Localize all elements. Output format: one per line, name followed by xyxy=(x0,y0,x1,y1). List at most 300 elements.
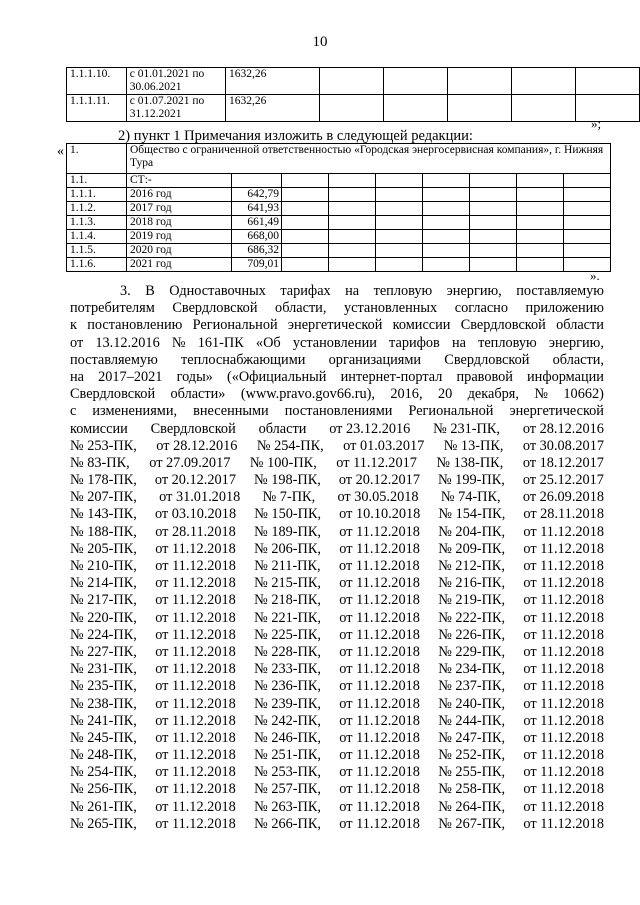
empty-cell xyxy=(564,202,611,216)
text-line xyxy=(70,421,604,438)
empty-cell xyxy=(470,230,517,244)
text-line xyxy=(70,799,604,816)
empty-cell xyxy=(423,216,470,230)
org-name: Общество с ограниченной ответственностью «Городская энергосервисная компания», г. Нижняя Тура xyxy=(127,144,611,174)
word: от 11.12.2018 xyxy=(523,661,604,678)
word: № 212-ПК, xyxy=(438,558,505,574)
empty-cell xyxy=(320,95,384,122)
word: от 11.12.2018 xyxy=(523,592,604,609)
word: организациями xyxy=(328,351,422,368)
row-year: 2021 год xyxy=(127,258,232,272)
empty-cell xyxy=(576,95,640,122)
text-line xyxy=(70,489,604,506)
row-year: 2020 год xyxy=(127,244,232,258)
paragraph-3 xyxy=(70,283,604,833)
word: № 207-ПК, xyxy=(70,489,137,506)
word: № 198-ПК, xyxy=(253,472,321,489)
word: от 11.12.2018 xyxy=(155,540,236,557)
word: от 11.12.2018 xyxy=(523,747,604,764)
opening-quote: « xyxy=(57,144,64,159)
word: от 28.12.2016 xyxy=(522,420,604,437)
word: интернет-портал xyxy=(340,368,443,385)
word: от 11.12.2018 xyxy=(155,798,236,815)
word: № 252-ПК, xyxy=(438,747,506,764)
word: № 258-ПК, xyxy=(438,781,506,798)
word: от 11.12.2018 xyxy=(339,712,420,729)
text-line xyxy=(70,335,604,352)
text-line xyxy=(70,558,604,575)
closing-quote-semicolon: »; xyxy=(591,116,602,131)
text-line xyxy=(70,696,604,713)
empty-cell xyxy=(376,230,423,244)
text-line xyxy=(70,781,604,798)
empty-cell xyxy=(564,244,611,258)
word: № 263-ПК, xyxy=(254,798,321,815)
row-year: 2017 год xyxy=(127,202,232,216)
word: от 11.12.2018 xyxy=(155,643,236,660)
word: от 20.12.2017 xyxy=(338,472,420,489)
empty-cell xyxy=(329,230,376,244)
empty-cell xyxy=(512,95,576,122)
word: от 11.12.2018 xyxy=(523,540,604,557)
table-row xyxy=(67,230,611,244)
word: от 11.12.2018 xyxy=(523,781,604,798)
text-line xyxy=(70,610,604,627)
word: № 241-ПК, xyxy=(70,712,137,729)
word: от 11.12.2018 xyxy=(523,575,604,592)
word: № 233-ПК, xyxy=(254,661,321,678)
word: от 11.12.2018 xyxy=(523,558,604,574)
empty-cell xyxy=(517,216,564,230)
text-line xyxy=(70,541,604,558)
tariff-table-notes xyxy=(66,143,611,272)
empty-cell xyxy=(517,244,564,258)
empty-cell xyxy=(282,202,329,216)
word: № 267-ПК, xyxy=(438,815,506,832)
word: № 220-ПК, xyxy=(70,609,137,626)
word: № 222-ПК, xyxy=(438,609,506,626)
row-code: 1.1. xyxy=(67,174,127,188)
word: № 234-ПК, xyxy=(438,661,506,678)
word: от 26.09.2018 xyxy=(522,489,604,506)
word: области xyxy=(258,420,307,437)
table-row xyxy=(67,68,640,95)
word: тарифов xyxy=(389,334,440,351)
word: № 257-ПК, xyxy=(254,781,321,798)
word: № 74-ПК, xyxy=(440,489,501,506)
word: Одноставочных xyxy=(169,283,266,299)
word: от 11.12.2018 xyxy=(155,729,236,746)
empty-cell xyxy=(232,174,282,188)
word: изменениями, xyxy=(92,403,178,420)
word: 13.12.2016 xyxy=(95,334,160,351)
row-period: с 01.01.2021 по 30.06.2021 xyxy=(126,68,225,95)
text-line xyxy=(70,506,604,523)
word: № 256-ПК, xyxy=(70,781,137,798)
empty-cell xyxy=(517,202,564,216)
table-row xyxy=(67,188,611,202)
word: № 216-ПК, xyxy=(438,575,506,592)
word: поставляемую xyxy=(516,283,604,299)
text-line xyxy=(70,438,604,455)
word: (www.pravo.gov66.ru), xyxy=(240,386,375,403)
empty-cell xyxy=(423,244,470,258)
empty-cell xyxy=(470,202,517,216)
word: от 30.08.2017 xyxy=(522,437,604,454)
word: теплоснабжающими xyxy=(181,351,306,368)
word: от 11.12.2018 xyxy=(523,523,604,540)
row-code: 1.1.5. xyxy=(67,244,127,258)
word: № 254-ПК, xyxy=(256,437,324,454)
word: № 227-ПК, xyxy=(70,643,137,660)
word: от xyxy=(70,334,84,351)
empty-cell xyxy=(320,68,384,95)
word: области, xyxy=(552,351,604,368)
empty-cell xyxy=(423,258,470,272)
word: области, xyxy=(275,300,327,317)
row-value: 709,01 xyxy=(232,258,282,272)
word: от 10.10.2018 xyxy=(339,506,421,523)
table-row xyxy=(67,244,611,258)
text-line xyxy=(70,713,604,730)
word: Свердловской xyxy=(70,386,156,403)
empty-cell xyxy=(329,216,376,230)
text-line xyxy=(70,644,604,661)
table-row xyxy=(67,95,640,122)
word: с xyxy=(70,403,77,420)
text-line xyxy=(70,455,604,472)
word: от 30.05.2018 xyxy=(337,489,419,506)
word: от 11.12.2018 xyxy=(155,815,236,832)
word: № 218-ПК, xyxy=(254,592,321,609)
empty-cell xyxy=(282,174,329,188)
row-code: 1.1.2. xyxy=(67,202,127,216)
empty-cell xyxy=(384,95,448,122)
word: № 242-ПК, xyxy=(254,712,321,729)
word: от 11.12.2018 xyxy=(523,643,604,660)
word: от 11.12.2018 xyxy=(155,592,236,609)
word: № 13-ПК, xyxy=(443,437,504,454)
word: № 150-ПК, xyxy=(254,506,322,523)
empty-cell xyxy=(470,258,517,272)
row-code: 1.1.1. xyxy=(67,188,127,202)
word: № 251-ПК, xyxy=(254,747,321,764)
word: 2016, xyxy=(390,386,423,403)
word: приложению xyxy=(525,300,604,317)
word: 161-ПК xyxy=(197,334,244,351)
empty-cell xyxy=(423,174,470,188)
word: на xyxy=(70,368,84,385)
word: № 154-ПК, xyxy=(438,506,506,523)
word: от 11.12.2018 xyxy=(339,781,420,798)
word: № xyxy=(534,386,548,403)
word: № 221-ПК, xyxy=(254,609,321,626)
word: № 83-ПК, xyxy=(70,454,130,471)
row-value: 641,93 xyxy=(232,202,282,216)
word: от 18.12.2017 xyxy=(522,454,604,471)
empty-cell xyxy=(564,216,611,230)
word: от 11.12.2018 xyxy=(339,523,420,540)
word: № 236-ПК, xyxy=(254,678,321,695)
word: поставляемую xyxy=(70,351,158,368)
word: № 239-ПК, xyxy=(254,695,321,712)
text-line xyxy=(70,764,604,781)
point-2-heading: 2) пункт 1 Примечания изложить в следующей редакции: xyxy=(118,128,473,144)
word: № 205-ПК, xyxy=(70,540,137,557)
word: от 28.12.2016 xyxy=(156,437,238,454)
word: № 235-ПК, xyxy=(70,678,137,695)
empty-cell xyxy=(384,68,448,95)
page-number: 10 xyxy=(312,34,328,50)
word: от 20.12.2017 xyxy=(154,472,236,489)
row-code: 1.1.3. xyxy=(67,216,127,230)
word: («Официальный xyxy=(226,368,327,385)
empty-cell xyxy=(517,174,564,188)
empty-cell xyxy=(282,258,329,272)
word: № 189-ПК, xyxy=(254,523,321,540)
empty-cell xyxy=(564,230,611,244)
word: от 11.12.2018 xyxy=(339,798,420,815)
word: от 11.12.2018 xyxy=(155,695,236,712)
word: № 226-ПК, xyxy=(438,626,506,643)
row-period: с 01.07.2021 по 31.12.2021 xyxy=(126,95,225,122)
word: № 247-ПК, xyxy=(438,729,506,746)
text-line xyxy=(70,627,604,644)
empty-cell xyxy=(329,258,376,272)
word: от 11.12.2018 xyxy=(339,695,420,712)
text-line xyxy=(70,369,604,386)
word: от 11.12.2018 xyxy=(339,575,420,592)
empty-cell xyxy=(376,244,423,258)
word: № 217-ПК, xyxy=(70,592,137,609)
word: № 228-ПК, xyxy=(254,643,321,660)
word: Региональной xyxy=(408,403,494,420)
empty-cell xyxy=(423,188,470,202)
empty-cell xyxy=(564,258,611,272)
word: № 231-ПК, xyxy=(70,661,137,678)
text-line xyxy=(70,403,604,420)
text-line xyxy=(70,524,604,541)
word: № 237-ПК, xyxy=(438,678,506,695)
row-code: 1.1.4. xyxy=(67,230,127,244)
word: годы» xyxy=(176,368,213,385)
word: № 248-ПК, xyxy=(70,747,137,764)
empty-cell xyxy=(329,244,376,258)
word: № 204-ПК, xyxy=(438,523,506,540)
empty-cell xyxy=(564,174,611,188)
word: № 7-ПК, xyxy=(262,489,316,506)
row-value: 668,00 xyxy=(232,230,282,244)
text-line xyxy=(70,816,604,833)
word: № 210-ПК, xyxy=(70,558,137,574)
empty-cell xyxy=(470,188,517,202)
word: № 253-ПК, xyxy=(70,437,137,454)
word: от 11.12.2018 xyxy=(339,764,420,781)
text-line xyxy=(70,661,604,678)
word: энергию, xyxy=(446,283,502,299)
word: от 11.12.2018 xyxy=(155,678,236,695)
tariff-table-top xyxy=(66,67,640,122)
word: от 11.12.2018 xyxy=(523,815,604,832)
empty-cell xyxy=(376,174,423,188)
text-line xyxy=(70,730,604,747)
word: комиссии xyxy=(392,317,451,334)
empty-cell xyxy=(517,188,564,202)
word: № 238-ПК, xyxy=(70,695,137,712)
word: от 11.12.2018 xyxy=(339,609,420,626)
word: 2017–2021 xyxy=(98,368,163,385)
word: № 231-ПК, xyxy=(433,420,500,437)
word: от 11.12.2018 xyxy=(155,781,236,798)
word: № xyxy=(171,334,186,351)
word: от 11.12.2018 xyxy=(523,678,604,695)
word: от 11.12.2018 xyxy=(155,661,236,678)
org-row xyxy=(67,144,611,174)
word: от 11.12.2018 xyxy=(155,558,236,574)
empty-cell xyxy=(423,202,470,216)
word: № 188-ПК, xyxy=(70,523,137,540)
word: № 224-ПК, xyxy=(70,626,137,643)
word: Региональной xyxy=(192,317,278,334)
row-value: 642,79 xyxy=(232,188,282,202)
word: правовой xyxy=(456,368,513,385)
word: потребителям xyxy=(70,300,155,317)
word: от 11.12.2018 xyxy=(339,592,420,609)
empty-cell xyxy=(564,188,611,202)
word: от 03.10.2018 xyxy=(154,506,237,523)
word: от 11.12.2018 xyxy=(339,626,420,643)
word: № 225-ПК, xyxy=(254,626,321,643)
word: тепловую xyxy=(478,334,537,351)
row-year: 2018 год xyxy=(127,216,232,230)
word: № 240-ПК, xyxy=(438,695,506,712)
word: установленных xyxy=(343,300,438,317)
word: от 11.12.2018 xyxy=(339,729,420,746)
word: от 23.12.2016 xyxy=(329,420,411,437)
word: № 255-ПК, xyxy=(438,764,506,781)
row-value: 661,49 xyxy=(232,216,282,230)
word: № 100-ПК, xyxy=(249,454,317,471)
word: от 11.12.2018 xyxy=(155,626,236,643)
empty-cell xyxy=(329,188,376,202)
word: декабря, xyxy=(467,386,519,403)
empty-cell xyxy=(517,258,564,272)
word: согласно xyxy=(454,300,508,317)
empty-cell xyxy=(576,68,640,95)
empty-cell xyxy=(470,244,517,258)
word: от 31.01.2018 xyxy=(159,489,241,506)
word: тарифах xyxy=(280,283,331,299)
empty-cell xyxy=(376,216,423,230)
word: от 11.12.2018 xyxy=(339,661,420,678)
word: от 11.12.2018 xyxy=(523,798,604,815)
word: тепловую xyxy=(373,283,433,299)
text-line xyxy=(70,317,604,334)
word: от 11.12.2018 xyxy=(523,695,604,712)
text-line xyxy=(70,300,604,317)
word: № 138-ПК, xyxy=(436,454,504,471)
word: от 25.12.2017 xyxy=(522,472,604,489)
word: от 11.12.2018 xyxy=(155,747,236,764)
word: от 11.12.2018 xyxy=(155,575,236,592)
word: № 211-ПК, xyxy=(254,558,321,574)
word: № 229-ПК, xyxy=(438,643,506,660)
row-value: 686,32 xyxy=(232,244,282,258)
word: от 11.12.2017 xyxy=(336,454,417,471)
row-code: 1. xyxy=(67,144,127,174)
row-code: 1.1.1.11. xyxy=(67,95,127,122)
word: от 11.12.2018 xyxy=(523,729,604,746)
word: от 11.12.2018 xyxy=(339,747,420,764)
word: № 261-ПК, xyxy=(70,798,137,815)
word: № 245-ПК, xyxy=(70,729,137,746)
word: Свердловской xyxy=(150,420,236,437)
empty-cell xyxy=(376,188,423,202)
empty-cell xyxy=(376,258,423,272)
word: информации xyxy=(527,368,604,385)
word: № 253-ПК, xyxy=(254,764,321,781)
word: 20 xyxy=(437,386,453,403)
word: от 11.12.2018 xyxy=(155,764,236,781)
word: на xyxy=(345,283,360,299)
word: от 11.12.2018 xyxy=(155,712,236,729)
empty-cell xyxy=(470,216,517,230)
word: постановлениями xyxy=(284,403,393,420)
word: Свердловской xyxy=(460,317,546,334)
word: В xyxy=(145,283,155,299)
word: № 199-ПК, xyxy=(437,472,505,489)
word: 3. xyxy=(120,283,131,299)
word: области» xyxy=(170,386,226,403)
row-value: 1632,26 xyxy=(226,68,320,95)
text-line xyxy=(70,678,604,695)
text-line xyxy=(70,592,604,609)
word: энергетической xyxy=(287,317,383,334)
word: от 11.12.2018 xyxy=(339,678,420,695)
word: от 11.12.2018 xyxy=(339,558,420,574)
word: № 209-ПК, xyxy=(438,540,506,557)
empty-cell xyxy=(512,68,576,95)
word: № 178-ПК, xyxy=(70,472,137,489)
word: 10662) xyxy=(563,386,604,403)
empty-cell xyxy=(329,174,376,188)
word: на xyxy=(451,334,466,351)
word: установлении xyxy=(292,334,377,351)
closing-quote: ». xyxy=(590,268,600,283)
text-line xyxy=(70,472,604,489)
word: «Об xyxy=(255,334,281,351)
empty-cell xyxy=(448,68,512,95)
word: внесенными xyxy=(193,403,269,420)
table-row xyxy=(67,258,611,272)
empty-cell xyxy=(376,202,423,216)
word: № 254-ПК, xyxy=(70,764,137,781)
word: от 11.12.2018 xyxy=(523,626,604,643)
word: комиссии xyxy=(70,420,128,437)
empty-cell xyxy=(329,202,376,216)
word: от 28.11.2018 xyxy=(523,506,604,523)
word: от 27.09.2017 xyxy=(149,454,231,471)
text-line xyxy=(70,386,604,403)
st-label: СТ:- xyxy=(127,174,232,188)
row-code: 1.1.6. xyxy=(67,258,127,272)
text-line xyxy=(70,283,604,300)
text-line xyxy=(70,352,604,369)
word: от 11.12.2018 xyxy=(339,643,420,660)
word: № 246-ПК, xyxy=(254,729,321,746)
word: Свердловской xyxy=(172,300,258,317)
empty-cell xyxy=(517,230,564,244)
